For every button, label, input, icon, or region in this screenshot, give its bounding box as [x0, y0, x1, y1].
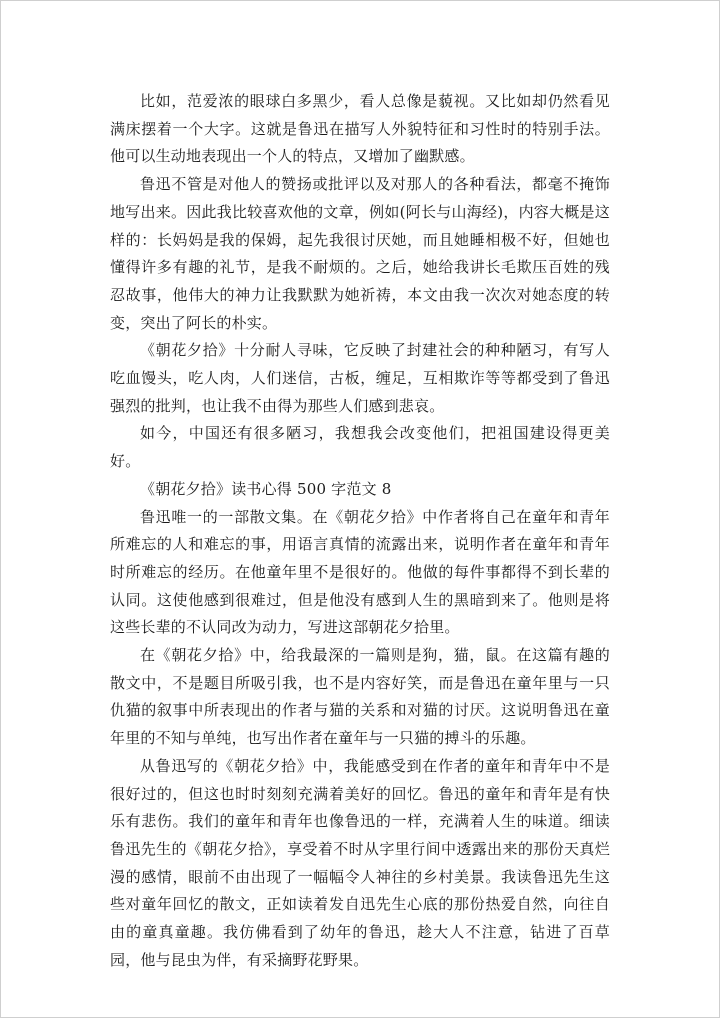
document-body — [110, 88, 610, 975]
paragraph: 鲁迅不管是对他人的赞扬或批评以及对那人的各种看法，都毫不掩饰地写出来。因此我比较喜欢他的文章，例如(阿长与山海经)，内容大概是这样的：长妈妈是我的保姆，起先我很讨厌她，而且她睡相极不好，但她也懂得许多有趣的礼节，是我不耐烦的。之后，她给我讲长毛欺压百姓的残忍故事，他伟大的神力让我默默为她祈祷，本文由我一次次对她态度的转变，突出了阿长的朴实。 — [110, 175, 610, 332]
paragraph: 比如，范爱浓的眼球白多黑少，看人总像是藐视。又比如却仍然看见满床摆着一个大字。这就是鲁迅在描写人外貌特征和习性时的特别手法。他可以生动地表现出一个人的特点，又增加了幽默感。 — [110, 92, 610, 166]
paragraph: 《朝花夕拾》十分耐人寻味，它反映了封建社会的种种陋习，有写人吃血馒头，吃人肉，人们迷信，古板，缠足，互相欺诈等等都受到了鲁迅强烈的批判，也让我不由得为那些人们感到悲哀。 — [110, 341, 610, 415]
paragraph: 如今，中国还有很多陋习，我想我会改变他们，把祖国建设得更美好。 — [110, 424, 610, 471]
paragraph: 从鲁迅写的《朝花夕拾》中，我能感受到在作者的童年和青年中不是很好过的，但这也时时刻刻充满着美好的回忆。鲁迅的童年和青年是有快乐有悲伤。我们的童年和青年也像鲁迅的一样，充满着人生的味道。细读鲁迅先生的《朝花夕拾》，享受着不时从字里行间中透露出来的那份天真烂漫的感情，眼前不由出现了一幅幅令人神往的乡村美景。我读鲁迅先生这些对童年回忆的散文，正如读着发自迅先生心底的那份热爱自然，向往自由的童真童趣。我仿佛看到了幼年的鲁迅，趁大人不注意，钻进了百草园，他与昆虫为伴，有采摘野花野果。 — [110, 756, 610, 969]
paragraph: 在《朝花夕拾》中，给我最深的一篇则是狗，猫，鼠。在这篇有趣的散文中，不是题目所吸引我，也不是内容好笑，而是鲁迅在童年里与一只仇猫的叙事中所表现出的作者与猫的关系和对猫的讨厌。这说明鲁迅在童年里的不知与单纯，也写出作者在童年与一只猫的搏斗的乐趣。 — [110, 646, 610, 748]
section-title: 《朝花夕拾》读书心得 500 字范文 8 — [140, 479, 392, 498]
paragraph: 鲁迅唯一的一部散文集。在《朝花夕拾》中作者将自己在童年和青年所难忘的人和难忘的事，用语言真情的流露出来，说明作者在童年和青年时所难忘的经历。在他童年里不是很好的。他做的每件事都得不到长辈的认同。这使他感到很难过，但是他没有感到人生的黑暗到来了。他则是将这些长辈的不认同改为动力，写进这部朝花夕拾里。 — [110, 507, 610, 637]
